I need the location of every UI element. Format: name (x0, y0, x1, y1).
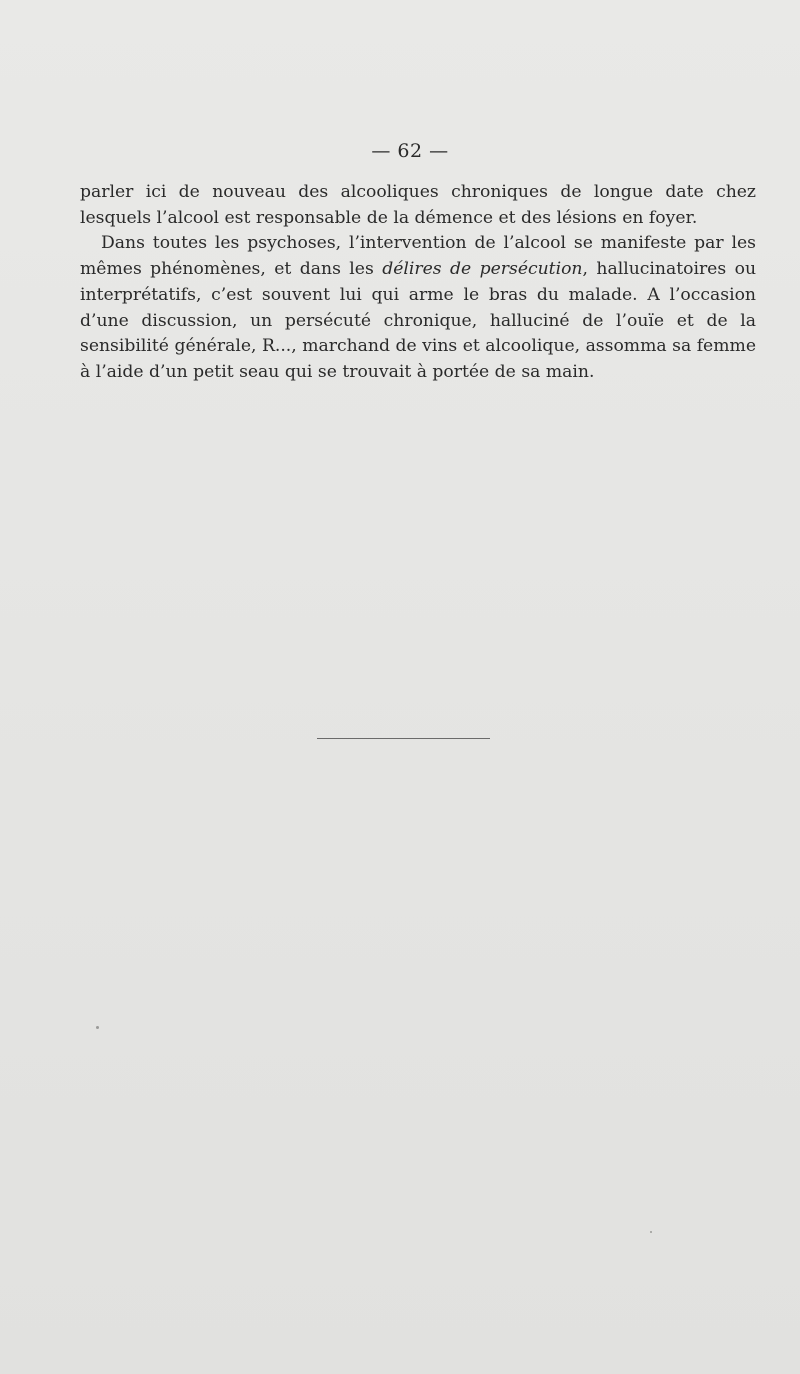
body-text (80, 180, 756, 386)
page-number: — 62 — (371, 140, 449, 162)
paragraph-1: parler ici de nouveau des alcooliques chroniques de longue date chez lesquels l’alcool est responsable de la démence et des lésions en foyer. (80, 182, 756, 228)
paragraph-2 (80, 231, 756, 385)
paragraph-2-before: Dans toutes les psychoses, l’intervention de l’alcool se manifeste par les mêmes phénomènes, et dans les (80, 233, 756, 280)
paragraph-2-emphasis: délires de persécution (382, 259, 583, 280)
paper-speck (650, 1231, 652, 1233)
paper-speck (96, 1026, 99, 1029)
section-rule (317, 738, 490, 739)
paragraph-2-after: , hallucinatoires ou interprétatifs, c’est souvent lui qui arme le bras du malade. A l’occasion d’une discussion, un persécuté chronique, halluciné de l’ouïe et de la sensibilité générale, R..., marchand de vins et alcoolique, assomma sa femme à l’aide d’un petit seau qui se trouvait à portée de sa main. (80, 259, 757, 382)
